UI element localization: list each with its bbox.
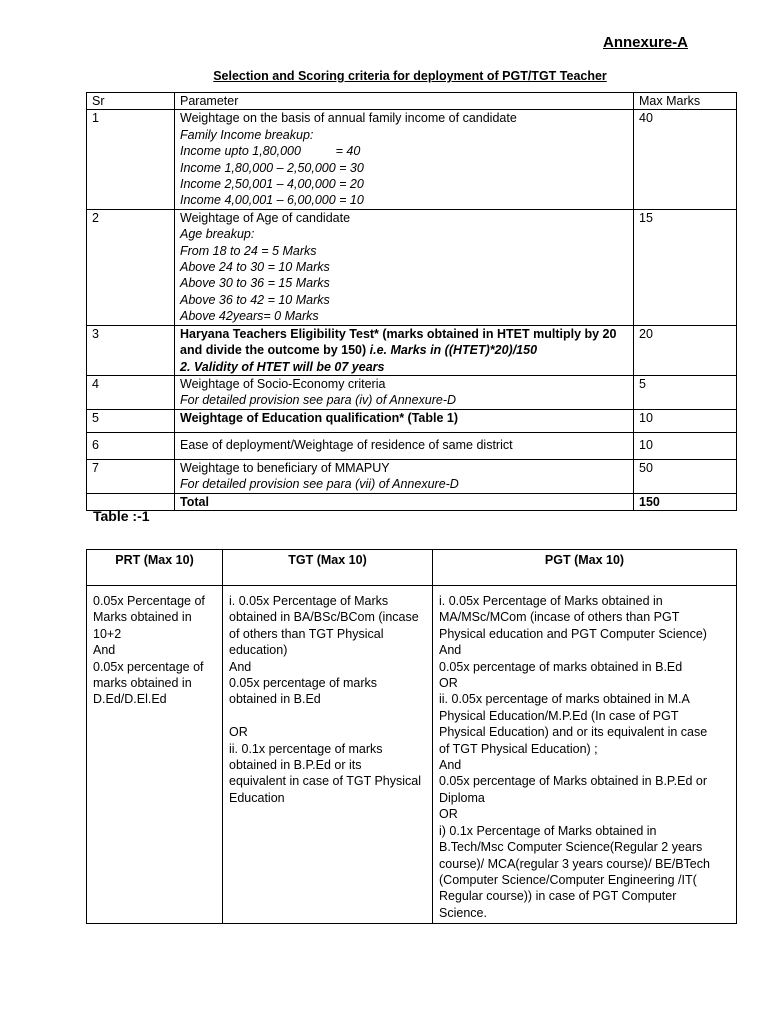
- header-tgt: TGT (Max 10): [223, 550, 433, 586]
- row-marks: 40: [634, 110, 737, 209]
- parameter-detail: From 18 to 24 = 5 Marks: [180, 243, 317, 258]
- parameter-detail: Income 4,00,001 – 6,00,000 = 10: [180, 193, 364, 208]
- cell-line: equivalent in case of TGT Physical: [229, 774, 421, 789]
- htet-validity: 2. Validity of HTET will be 07 years: [180, 359, 385, 374]
- row-marks: 5: [634, 375, 737, 409]
- pgt-cell: [433, 586, 737, 924]
- table-row: [87, 409, 737, 432]
- cell-line: B.Tech/Msc Computer Science(Regular 2 years: [439, 840, 703, 855]
- row-sr: 7: [87, 459, 175, 493]
- table-row: [87, 432, 737, 459]
- cell-line: i. 0.05x Percentage of Marks obtained in: [439, 594, 663, 608]
- cell-line: OR: [439, 676, 458, 691]
- cell-line: And: [439, 643, 462, 658]
- table-row: [87, 459, 737, 493]
- cell-line: ii. 0.1x percentage of marks: [229, 741, 383, 756]
- cell-line: OR: [229, 725, 248, 740]
- education-table: [86, 549, 737, 924]
- header-parameter: Parameter: [175, 93, 634, 110]
- header-pgt: PGT (Max 10): [433, 550, 737, 586]
- cell-line: And: [229, 659, 252, 674]
- cell-line: 10+2: [93, 626, 122, 641]
- header-max-marks: Max Marks: [634, 93, 737, 110]
- cell-line: 0.05x percentage of: [93, 659, 204, 674]
- header-prt: PRT (Max 10): [87, 550, 223, 586]
- parameter-detail: Age breakup:: [180, 227, 255, 242]
- parameter-detail: Income upto 1,80,000 = 40: [180, 144, 361, 159]
- parameter-detail: Income 2,50,001 – 4,00,000 = 20: [180, 177, 364, 192]
- row-marks: 15: [634, 209, 737, 325]
- table-row: [87, 325, 737, 375]
- table-row: [87, 209, 737, 325]
- row-marks: 10: [634, 409, 737, 432]
- total-marks: 150: [634, 493, 737, 510]
- htet-title: Haryana Teachers Eligibility Test* (marks obtained in HTET multiply by 20 and divide the outcome by 150): [180, 326, 617, 358]
- parameter-detail: For detailed provision see para (vii) of Annexure-D: [180, 477, 459, 492]
- row-marks: 10: [634, 432, 737, 459]
- cell-line: Physical Education/M.P.Ed (In case of PGT: [439, 708, 679, 723]
- cell-line: 0.05x percentage of marks: [229, 676, 377, 691]
- cell-line: education): [229, 643, 288, 658]
- row-sr: 6: [87, 432, 175, 459]
- cell-line: OR: [439, 807, 458, 822]
- parameter-title: Weightage to beneficiary of MMAPUY: [180, 460, 390, 475]
- parameter-title: Weightage on the basis of annual family income of candidate: [180, 111, 517, 126]
- cell-line: Physical education and PGT Computer Science): [439, 626, 707, 641]
- cell-line: Regular course)) in case of PGT Computer: [439, 889, 677, 904]
- cell-line: Science.: [439, 905, 487, 920]
- cell-line: of others than TGT Physical: [229, 626, 384, 641]
- tgt-cell: [223, 586, 433, 924]
- parameter-detail: Family Income breakup:: [180, 127, 314, 142]
- cell-line: marks obtained in: [93, 676, 192, 691]
- row-parameter: [175, 459, 634, 493]
- cell-line: [229, 708, 427, 724]
- cell-line: obtained in B.P.Ed or its: [229, 758, 362, 773]
- parameter-detail: Above 24 to 30 = 10 Marks: [180, 260, 330, 275]
- cell-line: 0.05x percentage of Marks obtained in B.P.Ed or: [439, 774, 707, 789]
- row-marks: 50: [634, 459, 737, 493]
- parameter-title: Weightage of Socio-Economy criteria: [180, 376, 386, 391]
- cell-line: of TGT Physical Education) ;: [439, 741, 598, 756]
- row-sr: 3: [87, 325, 175, 375]
- row-parameter: Ease of deployment/Weightage of residence of same district: [175, 432, 634, 459]
- total-label: Total: [175, 493, 634, 510]
- cell-line: 0.05x percentage of marks obtained in B.Ed: [439, 659, 683, 674]
- parameter-detail: Income 1,80,000 – 2,50,000 = 30: [180, 160, 364, 175]
- row-parameter: [175, 209, 634, 325]
- cell-line: i) 0.1x Percentage of Marks obtained in: [439, 823, 657, 838]
- row-parameter: [175, 325, 634, 375]
- prt-cell: [87, 586, 223, 924]
- cell-line: obtained in BA/BSc/BCom (incase: [229, 610, 419, 625]
- parameter-detail: Above 36 to 42 = 10 Marks: [180, 292, 330, 307]
- row-sr: 1: [87, 110, 175, 209]
- criteria-header-row: [87, 93, 737, 110]
- cell-line: Diploma: [439, 790, 485, 805]
- row-sr: 5: [87, 409, 175, 432]
- header-sr: Sr: [87, 93, 175, 110]
- cell-line: ii. 0.05x percentage of marks obtained in M.A: [439, 692, 690, 707]
- education-row: [87, 586, 737, 924]
- htet-formula: i.e. Marks in ((HTET)*20)/150: [366, 343, 538, 358]
- cell-line: D.Ed/D.El.Ed: [93, 692, 167, 707]
- parameter-title: Weightage of Age of candidate: [180, 210, 351, 225]
- cell-line: (Computer Science/Computer Engineering /IT(: [439, 872, 697, 887]
- total-row: [87, 493, 737, 510]
- table-row: [87, 375, 737, 409]
- row-parameter: [175, 375, 634, 409]
- row-sr: 2: [87, 209, 175, 325]
- cell-line: Marks obtained in: [93, 610, 192, 625]
- cell-line: i. 0.05x Percentage of Marks: [229, 594, 389, 608]
- criteria-table: [86, 92, 737, 511]
- table-row: [87, 110, 737, 209]
- cell-line: MA/MSc/MCom (incase of others than PGT: [439, 610, 680, 625]
- cell-line: And: [93, 643, 116, 658]
- cell-line: Physical Education) and or its equivalent in case: [439, 725, 708, 740]
- cell-line: course)/ MCA(regular 3 years course)/ BE/BTech: [439, 856, 710, 871]
- parameter-detail: Above 30 to 36 = 15 Marks: [180, 276, 330, 291]
- document-heading: Selection and Scoring criteria for deployment of PGT/TGT Teacher: [213, 69, 607, 83]
- row-sr: 4: [87, 375, 175, 409]
- row-parameter: Weightage of Education qualification* (Table 1): [175, 409, 634, 432]
- cell-line: And: [439, 758, 462, 773]
- table-1-label: Table :-1: [93, 508, 150, 524]
- education-header-row: [87, 550, 737, 586]
- cell-line: obtained in B.Ed: [229, 692, 321, 707]
- row-marks: 20: [634, 325, 737, 375]
- annexure-title: Annexure-A: [603, 34, 689, 51]
- cell-line: 0.05x Percentage of: [93, 594, 205, 608]
- parameter-detail: For detailed provision see para (iv) of Annexure-D: [180, 393, 457, 408]
- parameter-detail: Above 42years= 0 Marks: [180, 309, 319, 324]
- cell-line: Education: [229, 790, 285, 805]
- row-parameter: [175, 110, 634, 209]
